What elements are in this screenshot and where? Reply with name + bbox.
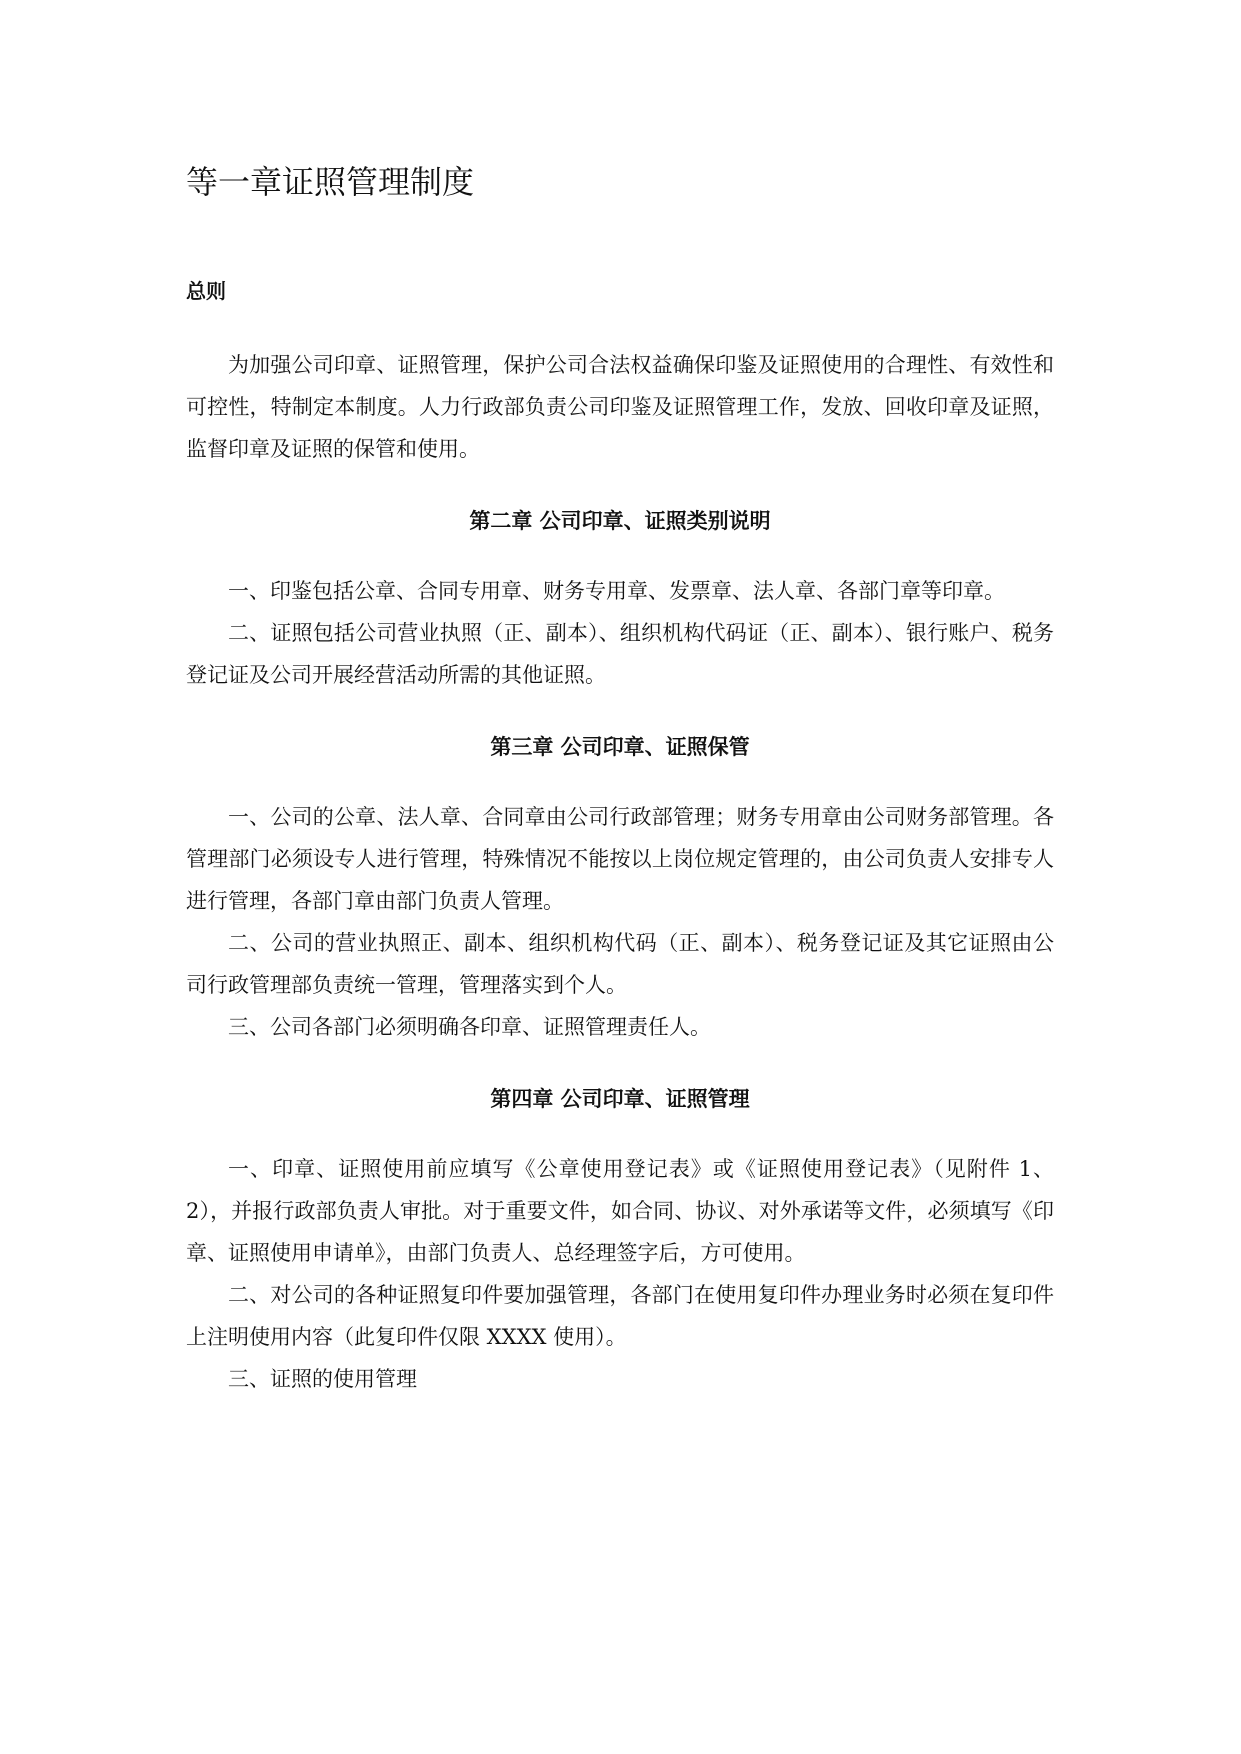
document-title: 等一章证照管理制度: [186, 163, 475, 201]
chapter-4: [186, 1078, 1054, 1400]
chapter-3-paragraph-3: 三、公司各部门必须明确各印章、证照管理责任人。: [228, 1015, 711, 1039]
chapter-2: [186, 500, 1054, 696]
chapter-3-paragraph-1: 一、公司的公章、法人章、合同章由公司行政部管理；财务专用章由公司财务部管理。各管理部门必须设专人进行管理，特殊情况不能按以上岗位规定管理的，由公司负责人安排专人进行管理，各部门章由部门负责人管理。: [186, 805, 1054, 913]
chapter-4-heading: 第四章 公司印章、证照管理: [490, 1087, 750, 1111]
general-provisions-paragraph: 为加强公司印章、证照管理，保护公司合法权益确保印鉴及证照使用的合理性、有效性和可控性，特制定本制度。人力行政部负责公司印鉴及证照管理工作，发放、回收印章及证照，监督印章及证照的保管和使用。: [186, 353, 1054, 461]
chapter-4-paragraph-1: 一、印章、证照使用前应填写《公章使用登记表》或《证照使用登记表》（见附件 1、2），并报行政部负责人审批。对于重要文件，如合同、协议、对外承诺等文件，必须填写《印章、证照使用申请单》，由部门负责人、总经理签字后，方可使用。: [186, 1157, 1054, 1265]
general-provisions-heading: 总则: [186, 279, 226, 303]
chapter-2-paragraph-1: 一、印鉴包括公章、合同专用章、财务专用章、发票章、法人章、各部门章等印章。: [228, 579, 1005, 603]
chapter-3-paragraph-2: 二、公司的营业执照正、副本、组织机构代码（正、副本）、税务登记证及其它证照由公司行政管理部负责统一管理，管理落实到个人。: [186, 931, 1054, 997]
chapter-3-heading: 第三章 公司印章、证照保管: [490, 735, 750, 759]
chapter-2-heading: 第二章 公司印章、证照类别说明: [469, 509, 771, 533]
chapter-4-paragraph-2: 二、对公司的各种证照复印件要加强管理，各部门在使用复印件办理业务时必须在复印件上注明使用内容（此复印件仅限 XXXX 使用）。: [186, 1283, 1054, 1349]
document-body: [186, 158, 1054, 1400]
chapter-2-paragraph-2: 二、证照包括公司营业执照（正、副本）、组织机构代码证（正、副本）、银行账户、税务登记证及公司开展经营活动所需的其他证照。: [186, 621, 1054, 687]
chapter-4-paragraph-3: 三、证照的使用管理: [228, 1367, 417, 1391]
chapter-3: [186, 726, 1054, 1048]
